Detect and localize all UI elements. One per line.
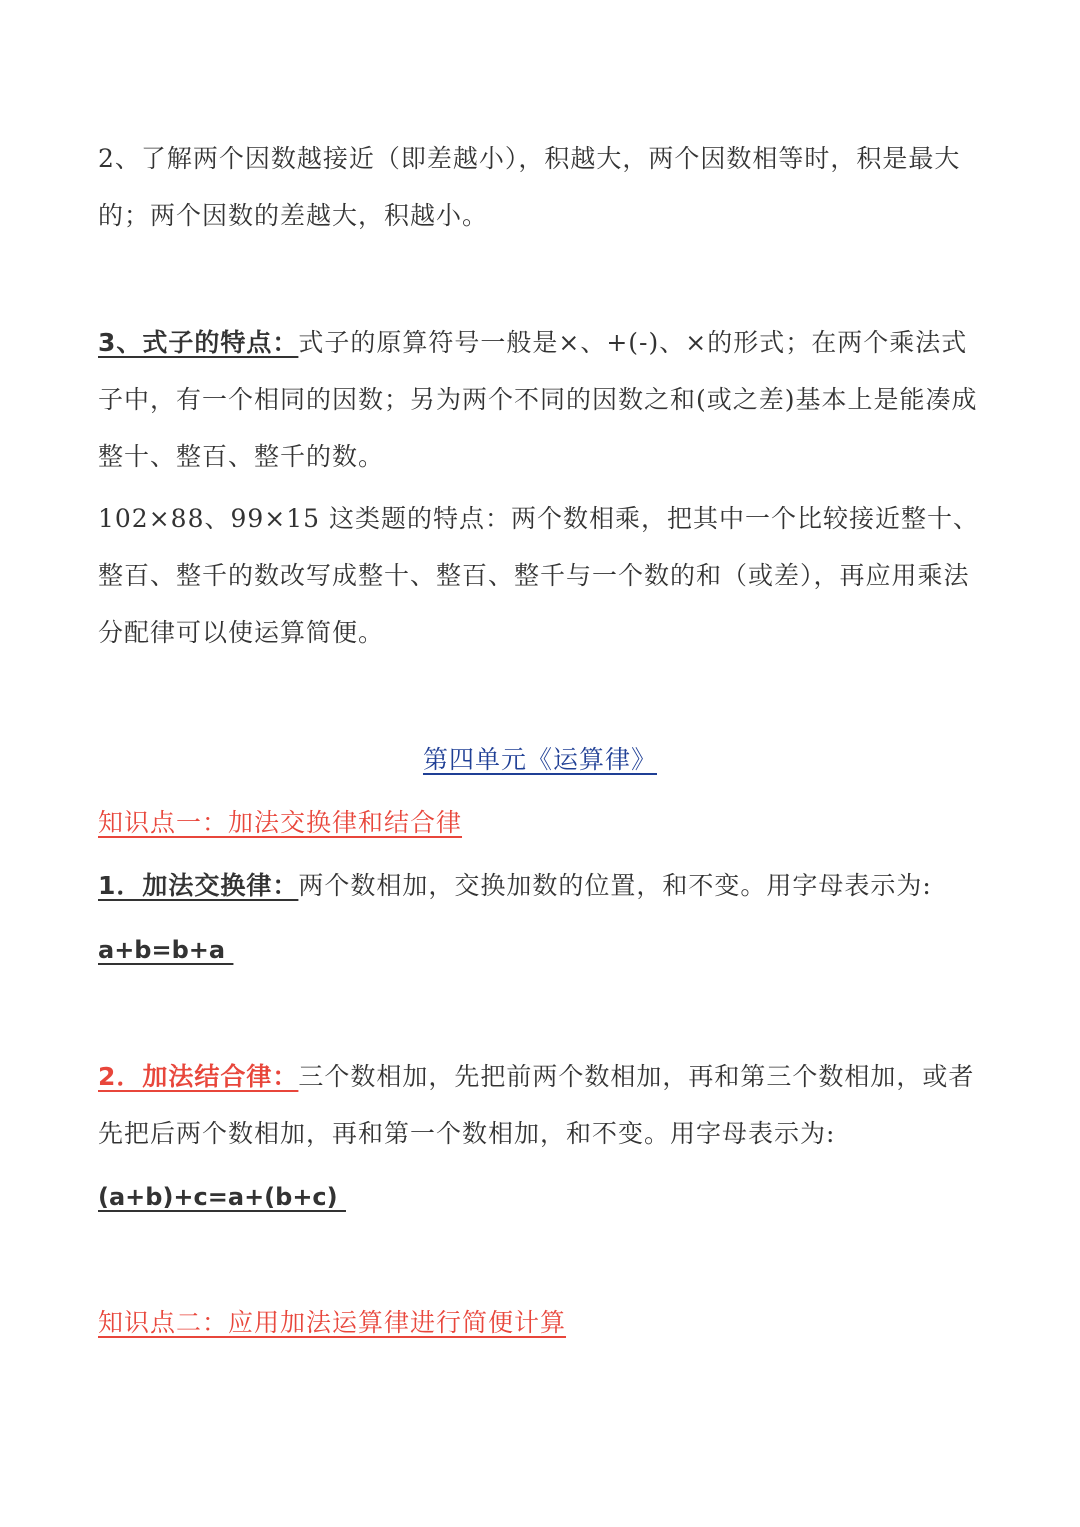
commutative-law-heading: 1．加法交换律： [98,871,299,900]
associative-law-text: 三个数相加，先把前两个数相加，再和第三个数相加，或者先把后两个数相加，再和第一个数相加，和不变。用字母表示为: [98,1062,975,1148]
associative-law-formula: (a+b)+c=a+(b+c) [98,1183,346,1211]
paragraph-expression-features [98,314,988,485]
paragraph-associative-law [98,1048,988,1162]
paragraph-example-features: 102×88、99×15 这类题的特点：两个数相乘，把其中一个比较接近整十、整百、整千的数改写成整十、整百、整千与一个数的和（或差），再应用乘法分配律可以使运算简便。 [98,504,979,647]
commutative-law-text: 两个数相加，交换加数的位置，和不变。用字母表示为: [298,871,932,900]
paragraph-factor-product: 2、了解两个因数越接近（即差越小），积越大，两个因数相等时，积是最大的；两个因数的差越大，积越小。 [98,144,961,230]
paragraph-commutative-law [98,857,988,914]
expression-features-text: 式子的原算符号一般是×、+(-)、×的形式；在两个乘法式子中，有一个相同的因数；另为两个不同的因数之和(或之差)基本上是能凑成整十、整百、整千的数。 [98,328,978,471]
knowledge-point-1-title: 知识点一：加法交换律和结合律 [98,808,463,837]
commutative-law-formula: a+b=b+a [98,936,234,964]
knowledge-point-2-title: 知识点二：应用加法运算律进行简便计算 [98,1308,567,1337]
associative-law-heading: 2．加法结合律： [98,1062,299,1091]
section-title: 第四单元《运算律》 [422,745,657,774]
expression-features-heading: 3、式子的特点： [98,328,299,357]
